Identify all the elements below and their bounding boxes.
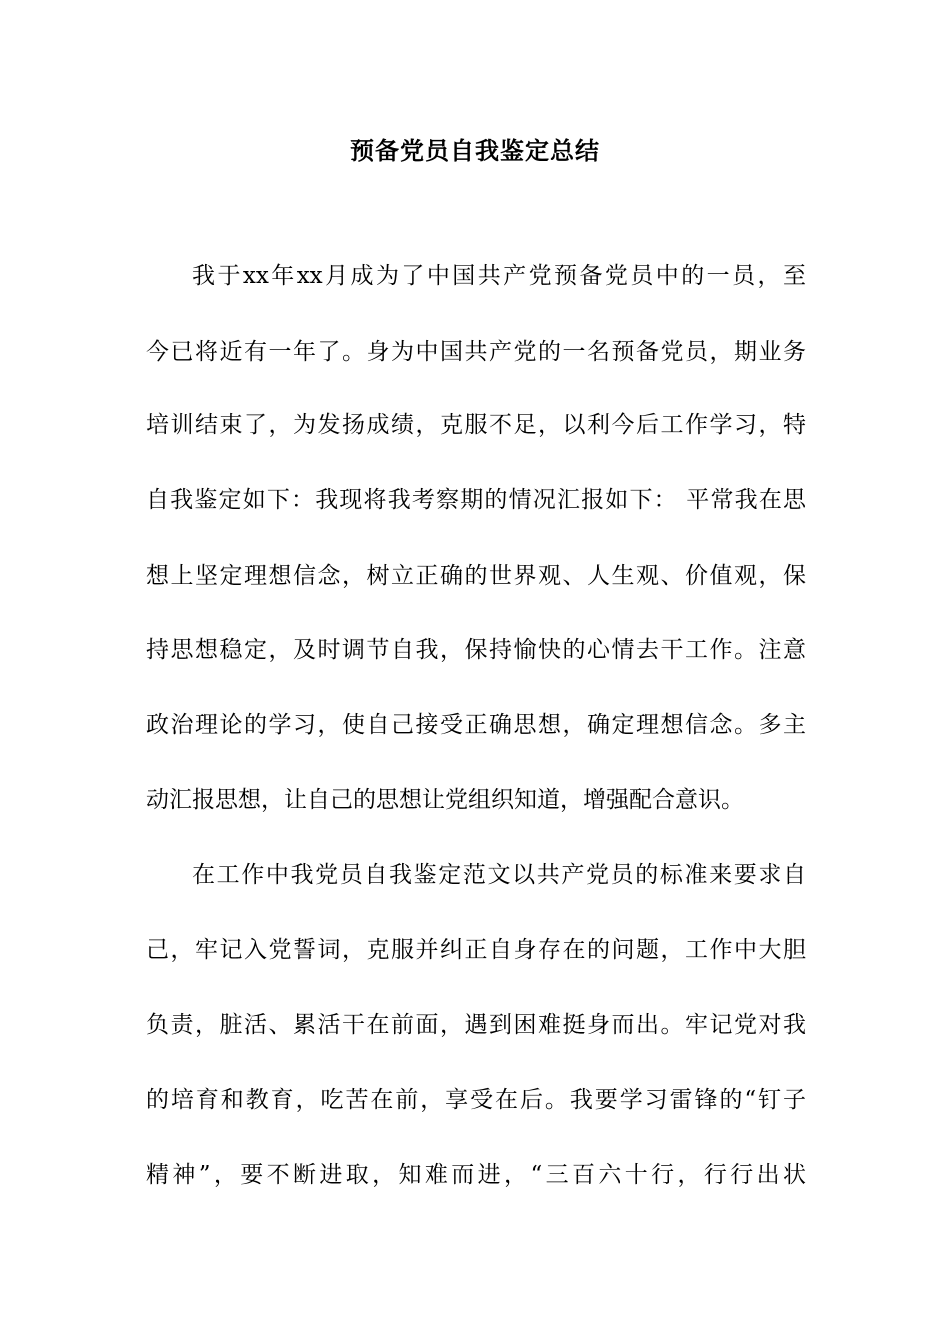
- paragraph-1-line-5: 想上坚定理想信念，树立正确的世界观、人生观、价值观，保: [146, 563, 806, 589]
- paragraph-2-line-4: 的培育和教育，吃苦在前，享受在后。我要学习雷锋的“钉子: [146, 1087, 806, 1113]
- paragraph-2-line-1: 在工作中我党员自我鉴定范文以共产党员的标准来要求自: [192, 862, 806, 888]
- paragraph-1-line-7: 政治理论的学习，使自己接受正确思想，确定理想信念。多主: [146, 712, 806, 738]
- paragraph-1-line-4: 自我鉴定如下：我现将我考察期的情况汇报如下： 平常我在思: [146, 487, 806, 513]
- paragraph-2-line-3: 负责，脏活、累活干在前面，遇到困难挺身而出。牢记党对我: [146, 1012, 806, 1038]
- paragraph-1-line-3: 培训结束了，为发扬成绩，克服不足，以利今后工作学习，特: [146, 412, 806, 438]
- paragraph-1-line-1: 我于xx年xx月成为了中国共产党预备党员中的一员，至: [192, 263, 806, 289]
- document-title: 预备党员自我鉴定总结: [350, 136, 600, 165]
- paragraph-1-line-6: 持思想稳定，及时调节自我，保持愉快的心情去干工作。注意: [146, 637, 806, 663]
- paragraph-2-line-5: 精神”，要不断进取，知难而进，“三百六十行，行行出状: [146, 1162, 806, 1188]
- paragraph-1-line-8: 动汇报思想，让自己的思想让党组织知道，增强配合意识。: [146, 787, 744, 813]
- paragraph-1-line-2: 今已将近有一年了。身为中国共产党的一名预备党员，期业务: [146, 339, 806, 365]
- paragraph-2-line-2: 己，牢记入党誓词，克服并纠正自身存在的问题，工作中大胆: [146, 937, 806, 963]
